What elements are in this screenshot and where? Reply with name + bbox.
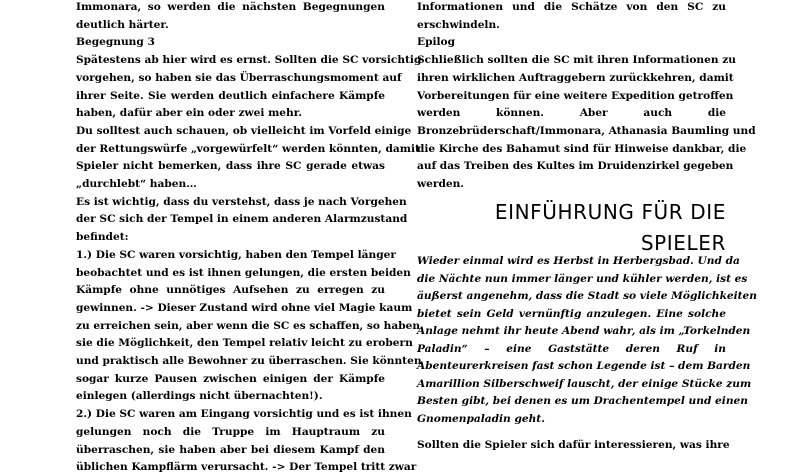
left-body-line: gewinnen. -> Dieser Zustand wird ohne viel Magie kaum bbox=[76, 301, 413, 314]
right-body-line: werden. bbox=[417, 178, 464, 190]
left-body-line: einlegen (allerdings nicht übernachten!). bbox=[76, 390, 323, 403]
left-body-line: „durchlebt“ haben… bbox=[76, 178, 197, 190]
left-body-line: sogar kurze Pausen zwischen einigen der Kämpfe bbox=[76, 372, 385, 385]
intro-italic-line: Amarillion Silberschweif lauscht, der einige Stücke zum bbox=[417, 377, 752, 390]
right-body-line: Informationen und die Schätze von den SC zu bbox=[417, 1, 726, 13]
left-body-line: Du solltest auch schauen, ob vielleicht im Vorfeld einige bbox=[76, 124, 412, 137]
right-body-line: werden können. Aber auch die bbox=[417, 107, 726, 120]
left-body-line: Spätestens ab hier wird es ernst. Sollten die SC vorsichtig bbox=[76, 54, 422, 67]
section-heading-line-1: EINFÜHRUNG FÜR DIE bbox=[494, 200, 726, 224]
right-body-line: Bronzebrüderschaft/Immonara, Athanasia Baumling und bbox=[417, 124, 756, 137]
left-body-line: beobachtet und es ist ihnen gelungen, die ersten beiden bbox=[76, 266, 411, 279]
left-body-line: Kämpfe ohne unnötiges Aufsehen zu erregen zu bbox=[76, 284, 385, 297]
left-body-line: überraschen, sie haben aber bei diesem Kampf den bbox=[76, 443, 385, 456]
section-heading-line-2: SPIELER bbox=[640, 231, 726, 255]
intro-italic-line: Wieder einmal wird es Herbst in Herbergsbad. Und da bbox=[417, 255, 740, 267]
intro-italic-line: Paladin“ – eine Gaststätte deren Ruf in bbox=[417, 342, 726, 355]
intro-italic-line: äußerst angenehm, dass die Stadt so viele Möglichkeiten bbox=[417, 290, 758, 302]
left-body-line: 1.) Die SC waren vorsichtig, haben den Tempel länger bbox=[76, 248, 396, 261]
left-body-line: zu erreichen sein, aber wenn die SC es schaffen, so haben bbox=[76, 319, 421, 332]
right-body-line: Epilog bbox=[417, 36, 456, 49]
left-body-line: 2.) Die SC waren am Eingang vorsichtig und es ist ihnen bbox=[76, 408, 412, 421]
intro-italic-line: Anlage nehmt ihr heute Abend wahr, als im „Torkelnden bbox=[417, 325, 751, 337]
left-body-line: befindet: bbox=[76, 231, 129, 244]
intro-italic-line: Abenteurerkreisen fast schon Legende ist – dem Barden bbox=[417, 360, 751, 372]
left-body-line: Begegnung 3 bbox=[76, 36, 155, 49]
right-body-line: die Kirche des Bahamut sind für Hinweise dankbar, die bbox=[417, 142, 747, 155]
left-body-line: Es ist wichtig, dass du verstehst, dass je nach Vorgehen bbox=[76, 195, 407, 208]
intro-italic-line: Gnomenpaladin geht. bbox=[417, 412, 545, 425]
intro-italic-line: bietet sein Geld vernünftig anzulegen. Eine solche bbox=[417, 307, 726, 320]
left-body-line: üblichen Kampflärm verursacht. -> Der Tempel tritt zwar bbox=[76, 461, 417, 474]
left-body-line: ihrer Seite. Sie werden deutlich einfachere Kämpfe bbox=[76, 89, 385, 102]
right-body-line: auf das Treiben des Kultes im Druidenzirkel gegeben bbox=[417, 160, 734, 173]
left-body-line: sie die Möglichkeit, den Tempel relativ leicht zu erobern bbox=[76, 337, 413, 350]
intro-italic-line: die Nächte nun immer länger und kühler werden, ist es bbox=[417, 272, 748, 285]
right-body-line: Schließlich sollten die SC mit ihren Informationen zu bbox=[417, 54, 736, 67]
right-body-line: ihren wirklichen Auftraggebern zurückkehren, damit bbox=[417, 71, 734, 84]
left-body-line: der Rettungswürfe „vorgewürfelt“ werden könnten, damit bbox=[76, 142, 420, 155]
left-body-line: der SC sich der Tempel in einem anderen Alarmzustand bbox=[76, 213, 408, 226]
left-body-line: haben, dafür aber ein oder zwei mehr. bbox=[76, 107, 303, 120]
left-body-line: Spieler nicht bemerken, dass ihre SC gerade etwas bbox=[76, 160, 385, 173]
right-body-line: Vorbereitungen für eine weitere Expedition getroffen bbox=[417, 89, 734, 102]
right-body-line: Sollten die Spieler sich dafür interessieren, was ihre bbox=[417, 439, 730, 451]
left-body-line: und praktisch alle Bewohner zu überraschen. Sie könnten bbox=[76, 355, 422, 367]
left-body-line: vorgehen, so haben sie das Überraschungsmoment auf bbox=[76, 71, 402, 84]
right-body-line: erschwindeln. bbox=[417, 18, 500, 31]
intro-italic-line: Besten gibt, bei denen es um Drachentempel und einen bbox=[417, 395, 748, 407]
left-body-line: gelungen noch die Truppe im Hauptraum zu bbox=[76, 425, 385, 438]
left-body-line: Immonara, so werden die nächsten Begegnungen bbox=[76, 1, 385, 13]
left-body-line: deutlich härter. bbox=[76, 18, 169, 31]
